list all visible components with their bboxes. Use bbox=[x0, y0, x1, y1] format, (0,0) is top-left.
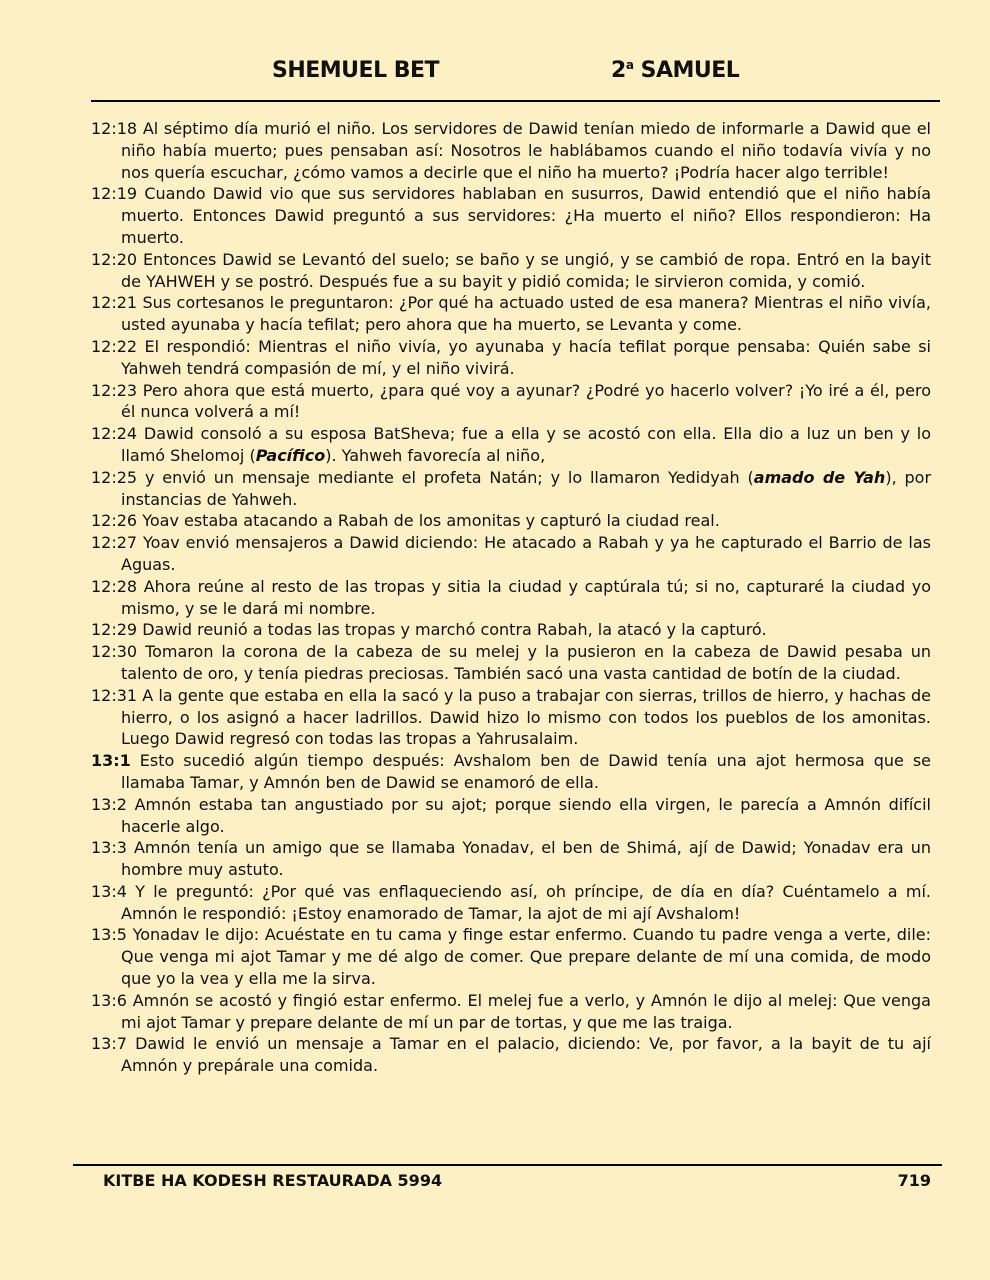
verse-ref: 12:30 bbox=[91, 642, 138, 662]
verse-ref: 12:25 bbox=[91, 467, 138, 487]
header-rule bbox=[91, 100, 940, 102]
verse bbox=[91, 510, 931, 532]
verse-ref: 12:26 bbox=[91, 511, 138, 531]
verse bbox=[91, 423, 931, 467]
emphasis-text: amado de Yah bbox=[753, 467, 886, 487]
verse-ref: 12:31 bbox=[91, 685, 138, 705]
page-header bbox=[0, 58, 990, 92]
verse bbox=[91, 619, 931, 641]
verse-ref: 13:6 bbox=[91, 990, 127, 1010]
verse-ref: 13:1 bbox=[91, 751, 131, 771]
verse-text: Esto sucedió algún tiempo después: Avshalom ben de Dawid tenía una ajot hermosa que se llamaba Tamar, y Amnón ben de Dawid se enamoró de ella. bbox=[121, 751, 931, 792]
verse bbox=[91, 467, 931, 511]
verse bbox=[91, 794, 931, 838]
verse-text: Al séptimo día murió el niño. Los servidores de Dawid tenían miedo de informarle a Dawid que el niño había muerto; pues pensaban así: Nosotros le hablábamos cuando el niño todavía vivía y no nos quería escuchar, ¿cómo vamos a decirle que el niño ha muerto? ¡Podría hacer algo terrible! bbox=[121, 119, 931, 182]
verse bbox=[91, 1033, 931, 1077]
verse-text: El respondió: Mientras el niño vivía, yo ayunaba y hacía tefilat porque pensaba: Quién sabe si Yahweh tendrá compasión de mí, y el niño vivirá. bbox=[121, 336, 931, 378]
verse-text: Pero ahora que está muerto, ¿para qué voy a ayunar? ¿Podré yo hacerlo volver? ¡Yo iré a él, pero él nunca volverá a mí! bbox=[121, 380, 932, 422]
verse-ref: 13:5 bbox=[91, 925, 127, 945]
verse bbox=[91, 532, 931, 576]
verse-text: Ahora reúne al resto de las tropas y sitia la ciudad y captúrala tú; si no, capturaré la ciudad yo mismo, y se le dará mi nombre. bbox=[121, 576, 931, 618]
verse-text-cont: ). Yahweh favorecía al niño, bbox=[325, 445, 546, 465]
verse bbox=[91, 249, 931, 293]
verse-text bbox=[91, 118, 931, 1077]
ordinal-suffix: a bbox=[625, 58, 634, 72]
verse-text: Amnón se acostó y fingió estar enfermo. El melej fue a verlo, y Amnón le dijo al melej: Que venga mi ajot Tamar y prepare delante de mí un par de tortas, y que me las traiga. bbox=[121, 990, 931, 1032]
verse-text: Dawid reunió a todas las tropas y marchó contra Rabah, la atacó y la capturó. bbox=[142, 620, 767, 640]
book-number: 2 bbox=[611, 58, 626, 83]
verse-ref: 12:29 bbox=[91, 620, 138, 640]
verse-text: Y le preguntó: ¿Por qué vas enflaqueciendo así, oh príncipe, de día en día? Cuéntamelo a mí. Amnón le respondió: ¡Estoy enamorado de Tamar, la ajot de mi ají Avshalom! bbox=[121, 881, 931, 923]
verse-ref: 12:28 bbox=[91, 576, 138, 596]
verse-text: Dawid le envió un mensaje a Tamar en el palacio, diciendo: Ve, por favor, a la bayit de tu ají Amnón y prepárale una comida. bbox=[121, 1034, 931, 1076]
verse-ref: 12:23 bbox=[91, 380, 138, 400]
verse-text: Dawid consoló a su esposa BatSheva; fue a ella y se acostó con ella. Ella dio a luz un ben y lo llamó Shelomoj ( bbox=[121, 424, 931, 465]
verse bbox=[91, 576, 931, 620]
verse-text: Amnón estaba tan angustiado por su ajot; porque siendo ella virgen, le parecía a Amnón difícil hacerle algo. bbox=[121, 794, 931, 836]
verse-ref: 12:24 bbox=[91, 424, 138, 444]
verse-text: Tomaron la corona de la cabeza de su melej y la pusieron en la cabeza de Dawid pesaba un talento de oro, y tenía piedras preciosas. También sacó una vasta cantidad de botín de la ciudad. bbox=[121, 642, 931, 683]
verse bbox=[91, 292, 931, 336]
verse bbox=[91, 641, 931, 685]
book-title-hebrew: SHEMUEL BET bbox=[272, 58, 440, 83]
verse bbox=[91, 183, 931, 248]
verse-text: y envió un mensaje mediante el profeta Natán; y lo llamaron Yedidyah ( bbox=[144, 467, 754, 487]
page-number: 719 bbox=[897, 1171, 931, 1190]
verse bbox=[91, 380, 931, 424]
verse-text: A la gente que estaba en ella la sacó y la puso a trabajar con sierras, trillos de hierro, y hachas de hierro, o los asignó a hacer ladrillos. Dawid hizo lo mismo con todos los pueblos de los amonitas. Luego Dawid regresó con todas las tropas a Yahrusalaim. bbox=[121, 685, 931, 749]
verse bbox=[91, 924, 931, 989]
verse-ref: 12:20 bbox=[91, 249, 138, 269]
verse bbox=[91, 118, 931, 183]
verse-ref: 13:3 bbox=[91, 838, 127, 858]
book-title-spanish bbox=[611, 58, 739, 83]
verse-text: Sus cortesanos le preguntaron: ¿Por qué ha actuado usted de esa manera? Mientras el niño vivía, usted ayunaba y hacía tefilat; pero ahora que ha muerto, se Levanta y come. bbox=[121, 293, 931, 335]
verse-ref: 12:19 bbox=[91, 184, 138, 204]
verse-ref: 12:18 bbox=[91, 119, 138, 138]
verse-text: Yonadav le dijo: Acuéstate en tu cama y finge estar enfermo. Cuando tu padre venga a verte, dile: Que venga mi ajot Tamar y me dé algo de comer. Que prepare delante de mí una comida, de modo que yo la vea y ella me la sirva. bbox=[121, 925, 931, 989]
verse-text-cont: ), por instancias de Yahweh. bbox=[121, 467, 932, 509]
verse-ref: 13:2 bbox=[91, 794, 127, 814]
verse bbox=[91, 685, 931, 750]
verse bbox=[91, 837, 931, 881]
verse-ref: 12:21 bbox=[91, 293, 138, 313]
verse-text: Amnón tenía un amigo que se llamaba Yonadav, el ben de Shimá, ají de Dawid; Yonadav era un hombre muy astuto. bbox=[121, 838, 932, 880]
verse bbox=[91, 750, 931, 794]
verse-text: Yoav estaba atacando a Rabah de los amonitas y capturó la ciudad real. bbox=[142, 511, 720, 531]
verse-text: Entonces Dawid se Levantó del suelo; se baño y se ungió, y se cambió de ropa. Entró en la bayit de YAHWEH y se postró. Después fue a su bayit y pidió comida; le sirvieron comida, y comió. bbox=[121, 249, 931, 291]
verse-ref: 13:4 bbox=[91, 881, 127, 901]
verse-text: Cuando Dawid vio que sus servidores hablaban en susurros, Dawid entendió que el niño había muerto. Entonces Dawid preguntó a sus servidores: ¿Ha muerto el niño? Ellos respondieron: Ha muerto. bbox=[121, 184, 932, 247]
verse-ref: 13:7 bbox=[91, 1034, 127, 1054]
verse bbox=[91, 881, 931, 925]
verse-ref: 12:27 bbox=[91, 533, 138, 553]
verse-text: Yoav envió mensajeros a Dawid diciendo: He atacado a Rabah y ya he capturado el Barrio de las Aguas. bbox=[121, 533, 931, 574]
footer-title: KITBE HA KODESH RESTAURADA 5994 bbox=[103, 1171, 443, 1190]
verse bbox=[91, 336, 931, 380]
footer-rule bbox=[73, 1164, 942, 1166]
emphasis-text: Pacífico bbox=[255, 445, 326, 465]
verse bbox=[91, 990, 931, 1034]
verse-ref: 12:22 bbox=[91, 336, 138, 356]
book-name: SAMUEL bbox=[640, 58, 740, 83]
